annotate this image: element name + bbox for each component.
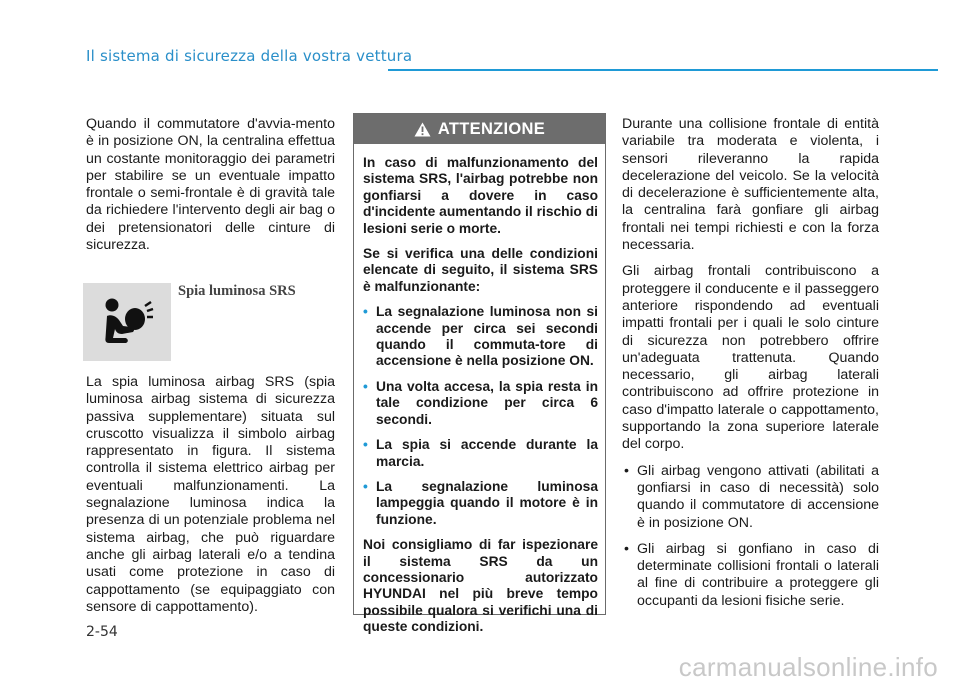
intro-paragraph: Quando il commutatore d'avvia-mento è in posizione ON, la centralina effettua un costante monitoraggio dei parametri per stabilire se un eventuale impatto frontale o semi-frontale è di gravità tale da richiedere l'intervento degli air bag o dei pretensionatori delle cinture di sicurezza. bbox=[86, 116, 335, 254]
warning-list-item: • Una volta accesa, la spia resta in tale condizione per circa 6 secondi. bbox=[363, 379, 598, 428]
list-item: • Gli airbag si gonfiano in caso di determinate collisioni frontali o laterali al fine di contribuire a proteggere gli occupanti da lesioni fisiche serie. bbox=[622, 541, 879, 610]
warning-paragraph: Noi consigliamo di far ispezionare il sistema SRS da un concessionario autorizzato HYUNDAI nel più breve tempo possibile qualora si verifichi una di queste condizioni. bbox=[363, 537, 598, 635]
warning-header bbox=[354, 114, 605, 144]
header-rule bbox=[388, 69, 938, 71]
warning-triangle-icon bbox=[414, 122, 431, 137]
spia-heading: Spia luminosa SRS bbox=[178, 283, 296, 299]
page-number: 2-54 bbox=[86, 624, 118, 640]
bullet-list bbox=[622, 463, 879, 610]
spia-description: La spia luminosa airbag SRS (spia luminosa airbag sistema di sicurezza passiva supplementare) situata sul cruscotto visualizza il simbolo airbag rappresentato in figura. Il sistema controlla il sistema elettrico airbag per eventuali malfunzionamenti. La segnalazione luminosa indica la presenza di un potenziale problema nel sistema airbag, che può riguardare anche gli airbag laterali e/o a tendina usati come protezione in caso di cappottamento (se equipaggiato con sensore di cappottamento). bbox=[86, 374, 335, 615]
watermark: carmanualsonline.info bbox=[678, 652, 938, 682]
warning-title: ATTENZIONE bbox=[437, 119, 546, 138]
left-column bbox=[86, 116, 335, 254]
warning-paragraph: Se si verifica una delle condizioni elencate di seguito, il sistema SRS è malfunzionante: bbox=[363, 246, 598, 294]
warning-list bbox=[363, 304, 598, 528]
warning-body bbox=[354, 144, 605, 636]
warning-paragraph: In caso di malfunzionamento del sistema SRS, l'airbag potrebbe non gonfiarsi a dovere in caso d'incidente aumentando il rischio di lesioni serie o morte. bbox=[363, 155, 598, 236]
warning-box bbox=[353, 113, 606, 635]
body-paragraph: Gli airbag frontali contribuiscono a proteggere il conducente e il passeggero anteriore rispondendo ad eventuali impatti frontali per i quali le solo cinture di sicurezza non potrebbero offrire un'adeguata trattenuta. Quando necessario, gli airbag laterali contribuiscono ad offrire protezione in caso d'impatto laterale o cappottamento, supportando la zona superiore laterale del corpo. bbox=[622, 263, 879, 453]
section-title: Il sistema di sicurezza della vostra vettura bbox=[86, 47, 413, 65]
warning-list-item: • La segnalazione luminosa lampeggia quando il motore è in funzione. bbox=[363, 479, 598, 528]
airbag-warning-icon bbox=[101, 296, 155, 348]
warning-list-item: • La spia si accende durante la marcia. bbox=[363, 437, 598, 470]
left-column-lower bbox=[86, 374, 335, 616]
right-column bbox=[622, 116, 879, 619]
airbag-warning-icon bbox=[83, 283, 171, 361]
list-item: • Gli airbag vengono attivati (abilitati a gonfiarsi in caso di necessità) solo quando il commutatore di accensione è in posizione ON. bbox=[622, 463, 879, 532]
warning-list-item: • La segnalazione luminosa non si accende per circa sei secondi quando il commuta-tore di accensione è nella posizione ON. bbox=[363, 304, 598, 370]
body-paragraph: Durante una collisione frontale di entità variabile tra moderata e violenta, i sensori rileveranno la rapida decelerazione del veicolo. Se la velocità di decelerazione è sufficientemente alta, la centralina farà gonfiare gli airbag frontali nei tempi richiesti e con la forza necessaria. bbox=[622, 116, 879, 254]
